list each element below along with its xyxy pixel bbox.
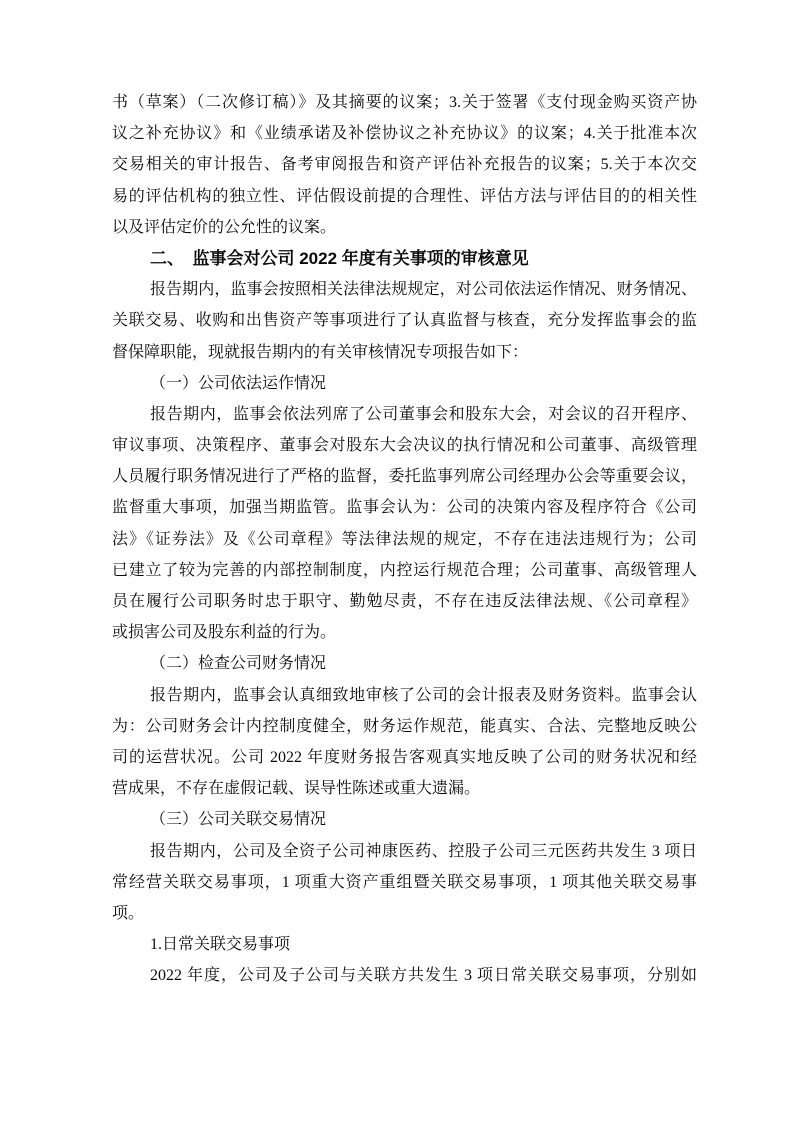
text-line: （一）公司依法运作情况 (150, 374, 327, 392)
text-line: 或损害公司及股东利益的行为。 (112, 624, 337, 642)
heading-section-2 (112, 243, 697, 274)
text-line: 易的评估机构的独立性、评估假设前提的合理性、评估方法与评估目的的相关性 (112, 187, 697, 205)
text-line: 以及评估定价的公允性的议案。 (112, 218, 337, 236)
text-line: 书（草案）（二次修订稿）》及其摘要的议案；3.关于签署《支付现金购买资产协 (112, 94, 697, 111)
text-line: （二）检查公司财务情况 (150, 655, 327, 673)
para-lawful-operation-detail (112, 399, 697, 649)
subheading-3-related-transactions (112, 804, 697, 835)
text-line: 督保障职能，现就报告期内的有关审核情况专项报告如下： (112, 343, 529, 361)
document-content (112, 87, 697, 991)
text-line: 2022 年度，公司及子公司与关联方共发生 3 项日常关联交易事项，分别如 (150, 967, 697, 985)
text-line: 常经营关联交易事项，1 项重大资产重组暨关联交易事项，1 项其他关联交易事 (112, 873, 697, 891)
text-line: 营成果，不存在虚假记载、误导性陈述或重大遗漏。 (112, 780, 481, 798)
text-line: 报告期内，监事会认真细致地审核了公司的会计报表及财务资料。监事会认 (150, 686, 697, 704)
text-line: 关联交易、收购和出售资产等事项进行了认真监督与核查，充分发挥监事会的监 (112, 312, 697, 330)
text-line: 报告期内，监事会依法列席了公司董事会和股东大会，对会议的召开程序、 (150, 405, 697, 423)
text-line: 司的运营状况。公司 2022 年度财务报告客观真实地反映了公司的财务状况和经 (112, 748, 697, 766)
text-line: 人员履行职务情况进行了严格的监督，委托监事列席公司经理办公会等重要会议， (112, 468, 697, 486)
text-line: 项。 (112, 904, 145, 922)
text-line: 二、 监事会对公司 2022 年度有关事项的审核意见 (150, 248, 529, 268)
text-line: 审议事项、决策程序、董事会对股东大会决议的执行情况和公司董事、高级管理 (112, 437, 697, 455)
subheading-1-lawful-operation (112, 368, 697, 399)
text-line: 监督重大事项，加强当期监管。监事会认为：公司的决策内容及程序符合《公司 (112, 499, 697, 517)
text-line: 法》《证券法》及《公司章程》等法律法规的规定，不存在违法违规行为；公司 (112, 530, 697, 548)
text-line: 1.日常关联交易事项 (150, 936, 291, 954)
para-financial-check-detail (112, 680, 697, 805)
text-line: 为：公司财务会计内控制度健全，财务运作规范，能真实、合法、完整地反映公 (112, 717, 697, 735)
subheading-2-financial-check (112, 648, 697, 679)
para-related-transactions-summary (112, 836, 697, 930)
text-line: （三）公司关联交易情况 (150, 811, 327, 829)
text-line: 报告期内，公司及全资子公司神康医药、控股子公司三元医药共发生 3 项日 (150, 842, 697, 860)
text-line: 交易相关的审计报告、备考审阅报告和资产评估补充报告的议案；5.关于本次交 (112, 156, 697, 174)
text-line: 议之补充协议》和《业绩承诺及补偿协议之补充协议》的议案；4.关于批准本次 (112, 125, 697, 143)
text-line: 员在履行公司职务时忠于职守、勤勉尽责，不存在违反法律法规、《公司章程》 (112, 593, 697, 610)
para-daily-related-transactions-intro (112, 960, 697, 991)
text-line: 已建立了较为完善的内部控制制度，内控运行规范合理；公司董事、高级管理人 (112, 561, 697, 579)
para-supervision-summary (112, 274, 697, 368)
text-line: 报告期内，监事会按照相关法律法规规定，对公司依法运作情况、财务情况、 (150, 281, 697, 299)
subheading-daily-related-transactions (112, 929, 697, 960)
para-pending-items-continued (112, 87, 697, 243)
